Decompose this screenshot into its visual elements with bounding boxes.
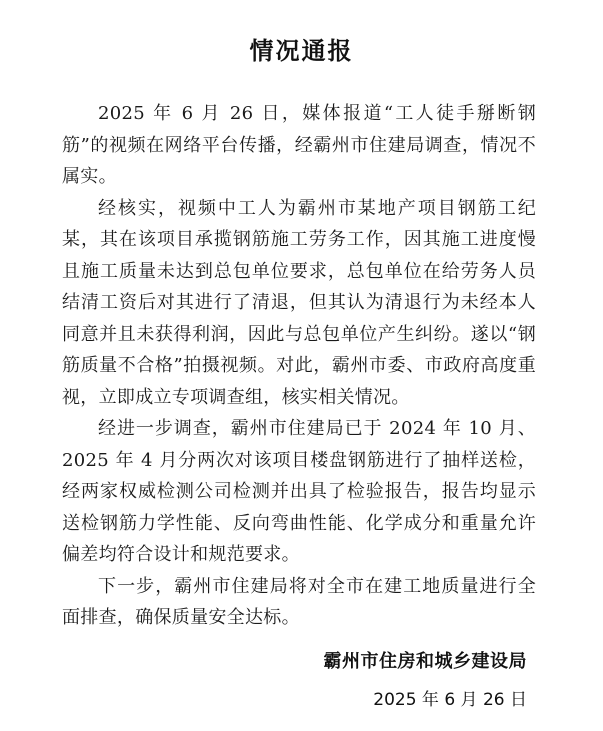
paragraph-intro: 2025 年 6 月 26 日，媒体报道“工人徒手掰断钢筋”的视频在网络平台传播，经霸州市住建局调查，情况不属实。 (62, 103, 536, 187)
paragraph-findings: 经核实，视频中工人为霸州市某地产项目钢筋工纪某，其在该项目承揽钢筋施工劳务工作，因其施工进度慢且施工质量未达到总包单位要求，总包单位在给劳务人员结清工资后对其进行了清退，但其认为清退行为未经本人同意并且未获得利润，因此与总包单位产生纠纷。遂以“钢筋质量不合格”拍摄视频。对此，霸州市委、市政府高度重视，立即成立专项调查组，核实相关情况。 (62, 197, 536, 408)
paragraph-inspection: 经进一步调查，霸州市住建局已于 2024 年 10 月、2025 年 4 月分两次对该项目楼盘钢筋进行了抽样送检，经两家权威检测公司检测并出具了检验报告，报告均显示送检钢筋力学性能、反向弯曲性能、化学成分和重量允许偏差均符合设计和规范要求。 (62, 418, 536, 565)
issue-date: 2025 年 6 月 26 日 (373, 690, 527, 710)
document-title: 情况通报 (249, 36, 354, 65)
issuing-organization: 霸州市住房和城乡建设局 (323, 651, 527, 672)
paragraph-next-steps: 下一步，霸州市住建局将对全市在建工地质量进行全面排查，确保质量安全达标。 (62, 575, 536, 628)
document-body (62, 98, 536, 634)
signature-block (324, 643, 528, 719)
